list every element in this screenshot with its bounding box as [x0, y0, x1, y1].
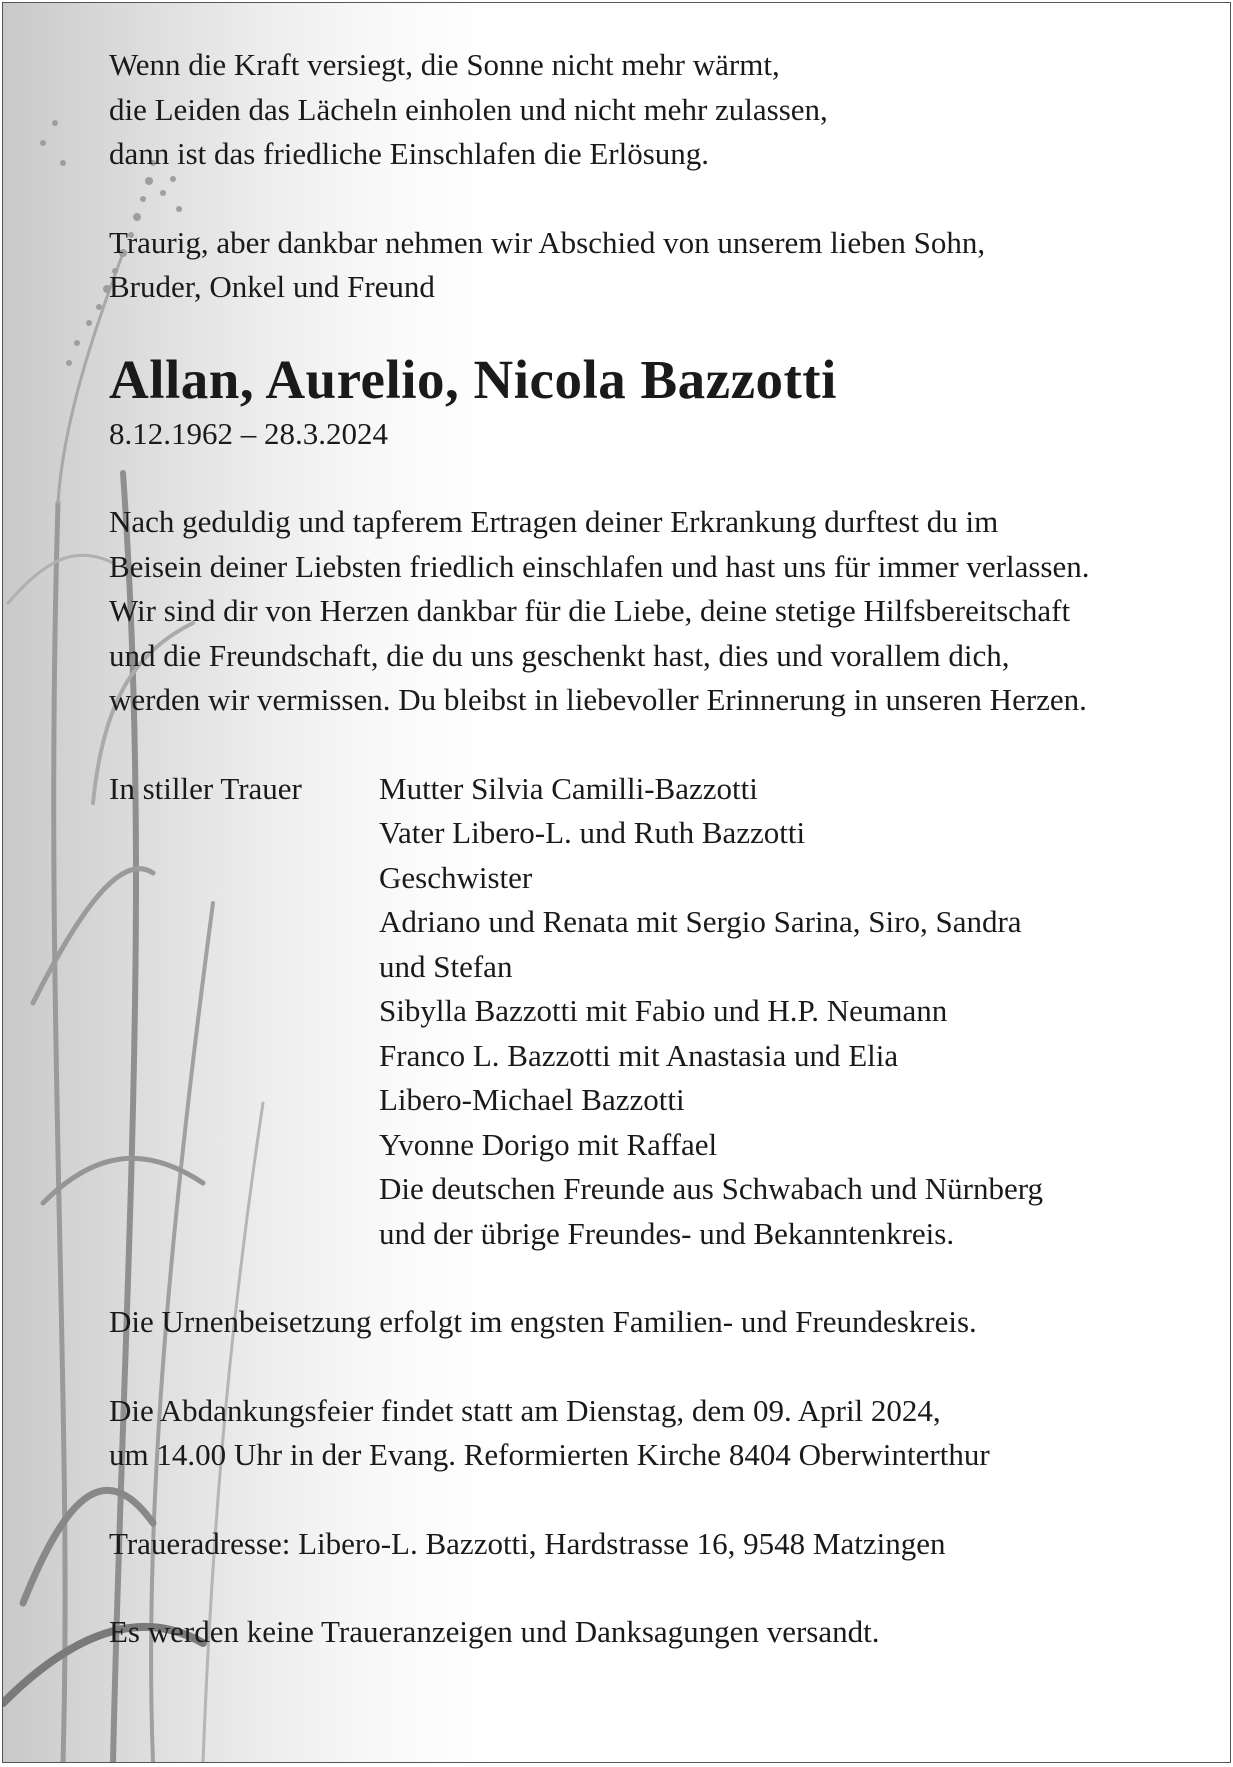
mourner-line: Geschwister: [379, 859, 533, 895]
message: [109, 500, 1189, 723]
mourner-line: Die deutschen Freunde aus Schwabach und Nürnberg: [379, 1171, 1044, 1206]
mourner-line: Sibylla Bazzotti mit Fabio und H.P. Neumann: [379, 993, 948, 1028]
mourner-line: Vater Libero-L. und Ruth Bazzotti: [379, 815, 806, 850]
mourners: [109, 767, 1189, 1257]
ceremony-line: um 14.00 Uhr in der Evang. Reformierten Kirche 8404 Oberwinterthur: [109, 1437, 990, 1472]
mourner-line: Yvonne Dorigo mit Raffael: [379, 1126, 718, 1162]
deceased-name: Allan, Aurelio, Nicola Bazzotti: [109, 348, 837, 410]
message-line: Wir sind dir von Herzen dankbar für die Liebe, deine stetige Hilfsbereitschaft: [109, 593, 1071, 628]
obituary-text: [109, 43, 1189, 1655]
deceased-dates: 8.12.1962 – 28.3.2024: [109, 415, 388, 451]
mourner-line: Mutter Silvia Camilli-Bazzotti: [379, 770, 758, 806]
intro: [109, 221, 1189, 310]
verse-line: Wenn die Kraft versiegt, die Sonne nicht mehr wärmt,: [109, 47, 780, 82]
message-line: Beisein deiner Liebsten friedlich einschlafen und hast uns für immer verlassen.: [109, 548, 1090, 584]
mourner-line: Libero-Michael Bazzotti: [379, 1082, 685, 1117]
message-line: Nach geduldig und tapferem Ertragen deiner Erkrankung durftest du im: [109, 504, 999, 539]
closing-note: Es werden keine Traueranzeigen und Danksagungen versandt.: [109, 1614, 880, 1649]
intro-line: Bruder, Onkel und Freund: [109, 269, 435, 304]
mourner-line: Franco L. Bazzotti mit Anastasia und Elia: [379, 1037, 899, 1073]
verse-line: dann ist das friedliche Einschlafen die Erlösung.: [109, 136, 710, 171]
intro-line: Traurig, aber dankbar nehmen wir Abschied von unserem lieben Sohn,: [109, 224, 986, 260]
mourner-line: und Stefan: [379, 948, 513, 984]
message-line: und die Freundschaft, die du uns geschenkt hast, dies und vorallem dich,: [109, 637, 1010, 673]
verse: [109, 43, 1189, 177]
obituary-card: [2, 2, 1231, 1763]
mourners-label: In stiller Trauer: [109, 770, 302, 806]
ceremony-line: Die Abdankungsfeier findet statt am Dienstag, dem 09. April 2024,: [109, 1392, 941, 1428]
message-line: werden wir vermissen. Du bleibst in liebevoller Erinnerung in unseren Herzen.: [109, 682, 1087, 717]
mourners-list: [379, 767, 1189, 1257]
mourning-address: Traueradresse: Libero-L. Bazzotti, Hardstrasse 16, 9548 Matzingen: [109, 1525, 946, 1561]
ceremony: [109, 1389, 1189, 1478]
burial-note: Die Urnenbeisetzung erfolgt im engsten Familien- und Freundeskreis.: [109, 1304, 977, 1339]
verse-line: die Leiden das Lächeln einholen und nicht mehr zulassen,: [109, 91, 828, 127]
mourner-line: und der übrige Freundes- und Bekanntenkreis.: [379, 1215, 955, 1251]
mourner-line: Adriano und Renata mit Sergio Sarina, Siro, Sandra: [379, 904, 1022, 939]
